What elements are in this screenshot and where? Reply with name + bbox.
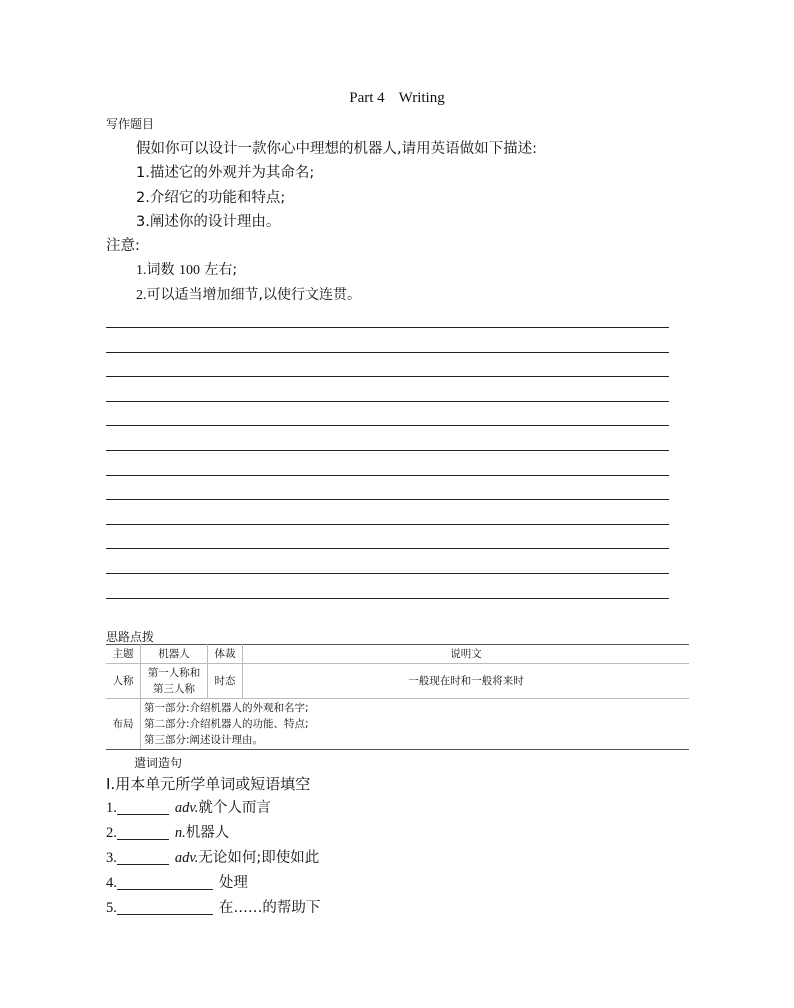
table-cell: 机器人	[141, 645, 208, 664]
note-item-1	[136, 259, 237, 279]
task-item-3: 3.阐述你的设计理由。	[136, 214, 281, 230]
word-count: 100	[178, 263, 200, 278]
answer-blank[interactable]	[117, 873, 213, 890]
task-item-2: 2.介绍它的功能和特点;	[136, 190, 286, 206]
table-cell: 说明文	[243, 645, 690, 664]
task-item-1: 1.描述它的外观并为其命名;	[136, 165, 315, 181]
note-rest: 左右;	[204, 262, 238, 278]
answer-blank[interactable]	[117, 898, 213, 915]
table-cell-line: 第一人称和	[147, 667, 201, 679]
writing-line[interactable]	[106, 352, 669, 353]
vocab-item-1	[106, 797, 271, 819]
answer-blank[interactable]	[117, 798, 169, 815]
item-meaning: 处理	[218, 875, 248, 891]
answer-blank[interactable]	[117, 823, 169, 840]
part-of-speech: adv.	[174, 850, 199, 866]
table-cell: 人称	[106, 664, 141, 699]
part-number: Part 4	[349, 90, 385, 106]
table-cell: 体裁	[208, 645, 243, 664]
section-title: Ⅰ.用本单元所学单词或短语填空	[106, 775, 311, 793]
writing-line[interactable]	[106, 401, 669, 402]
writing-line[interactable]	[106, 598, 669, 599]
table-cell: 主题	[106, 645, 141, 664]
table-cell-line: 第三部分:阐述设计理由。	[144, 734, 264, 746]
table-cell	[141, 699, 690, 750]
vocab-heading: 遣词造句	[134, 756, 183, 770]
table-cell: 一般现在时和一般将来时	[243, 664, 690, 699]
answer-blank[interactable]	[117, 848, 169, 865]
vocab-item-5	[106, 897, 320, 919]
part-name: Writing	[398, 90, 445, 106]
vocab-item-3	[106, 847, 319, 869]
item-meaning: 就个人而言	[198, 800, 271, 816]
writing-line[interactable]	[106, 573, 669, 574]
note-number: 1.	[136, 263, 147, 278]
table-cell-line: 第一部分:介绍机器人的外观和名字;	[144, 702, 309, 714]
item-meaning: 无论如何;即使如此	[198, 850, 320, 866]
note-number: 2.	[136, 288, 147, 303]
table-row	[106, 645, 689, 664]
tips-heading: 思路点拨	[106, 630, 155, 644]
item-meaning: 机器人	[185, 825, 230, 841]
table-cell	[141, 664, 208, 699]
item-meaning: 在……的帮助下	[218, 900, 321, 916]
item-number: 5.	[106, 900, 117, 916]
note-text: 可以适当增加细节,以使行文连贯。	[146, 287, 361, 303]
part-of-speech: n.	[174, 825, 186, 841]
table-cell-line: 第二部分:介绍机器人的功能、特点;	[144, 718, 309, 730]
part-of-speech: adv.	[174, 800, 199, 816]
table-row	[106, 699, 689, 750]
writing-line[interactable]	[106, 548, 669, 549]
task-heading: 写作题目	[106, 117, 155, 131]
page-title	[0, 90, 794, 107]
writing-line[interactable]	[106, 327, 669, 328]
item-number: 3.	[106, 850, 117, 866]
table-cell: 布局	[106, 699, 141, 750]
table-cell-line: 第三人称	[153, 683, 195, 695]
table-cell: 时态	[208, 664, 243, 699]
tips-table	[106, 644, 689, 750]
item-number: 4.	[106, 875, 117, 891]
writing-line[interactable]	[106, 450, 669, 451]
item-number: 2.	[106, 825, 117, 841]
note-text: 词数	[146, 262, 175, 278]
writing-line[interactable]	[106, 376, 669, 377]
item-number: 1.	[106, 800, 117, 816]
note-item-2	[136, 284, 361, 304]
writing-line[interactable]	[106, 524, 669, 525]
vocab-item-2	[106, 822, 229, 844]
writing-line[interactable]	[106, 499, 669, 500]
note-label: 注意:	[106, 238, 140, 254]
vocab-item-4	[106, 872, 248, 894]
task-intro: 假如你可以设计一款你心中理想的机器人,请用英语做如下描述:	[136, 141, 537, 157]
writing-line[interactable]	[106, 425, 669, 426]
table-row	[106, 664, 689, 699]
writing-line[interactable]	[106, 475, 669, 476]
